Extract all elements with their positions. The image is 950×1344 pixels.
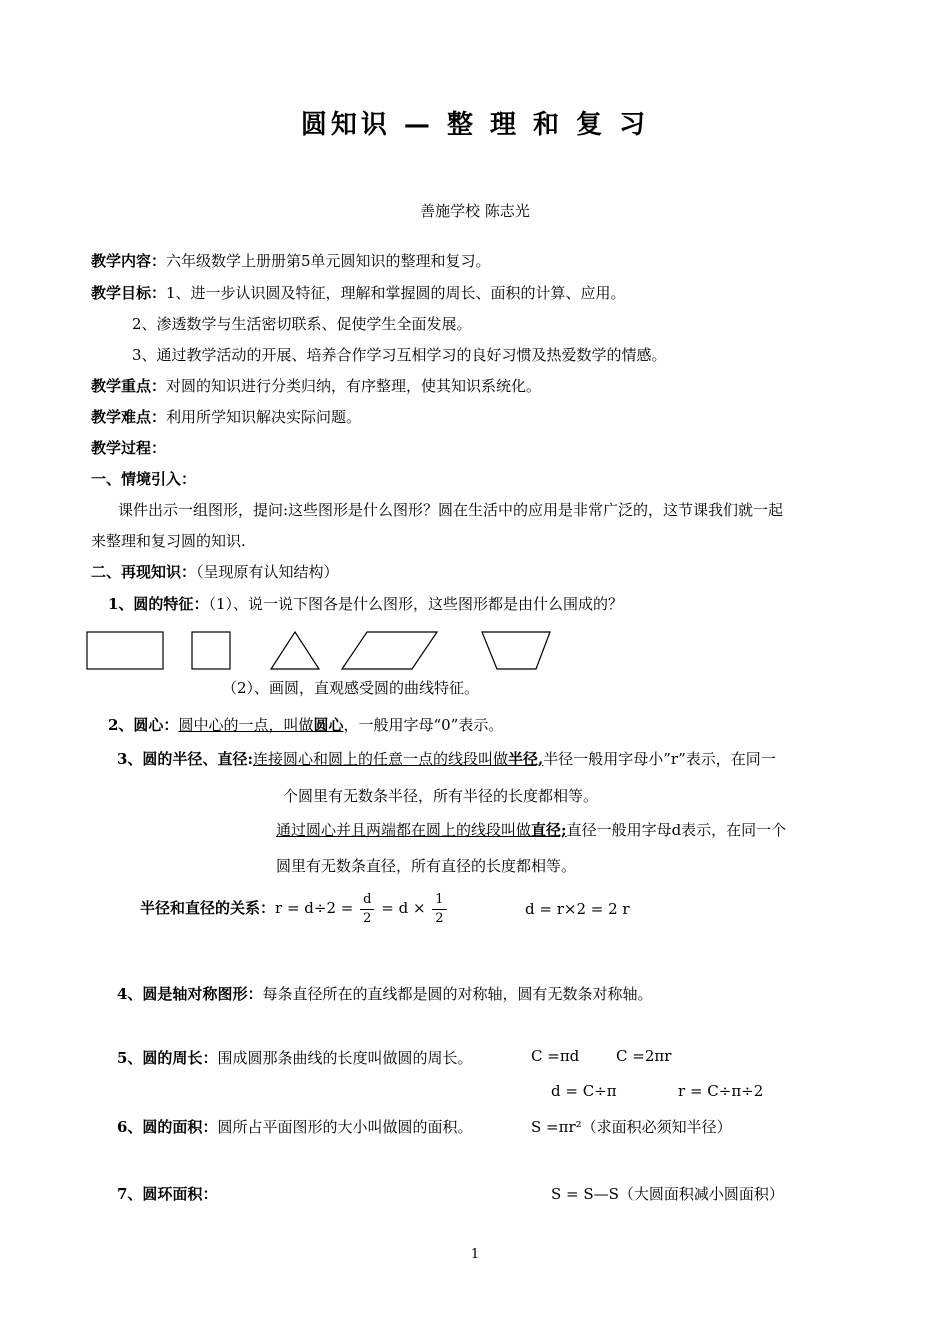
item5-label: 5、圆的周长： xyxy=(117,1049,218,1067)
fraction-denominator: 2 xyxy=(363,910,372,926)
radius-formula: r = C÷π÷2 xyxy=(678,1082,764,1100)
item3-term: 半径, xyxy=(508,750,544,768)
page-title: 圆知识 — 整 理 和 复 习 xyxy=(300,110,650,140)
item1-text: （1）、说一说下图各是什么图形，这些图形都是由什么围成的？ xyxy=(208,595,623,613)
diameter-formula: d = C÷π xyxy=(551,1082,617,1100)
difficulty-label: 教学难点： xyxy=(91,408,167,426)
fraction-d-over-2 xyxy=(360,891,374,928)
fraction-numerator: d xyxy=(360,891,374,910)
section1-line: 来整理和复习圆的知识. xyxy=(91,532,246,550)
circumference-formula: C =πd xyxy=(531,1047,580,1065)
item2-label: 2、圆心： xyxy=(108,716,179,734)
parallelogram-shape xyxy=(342,632,437,669)
item3-underlined: 通过圆心并且两端都在圆上的线段叫做 xyxy=(276,821,532,839)
triangle-shape xyxy=(271,632,319,669)
item5-row xyxy=(117,1047,472,1068)
item3-underlined: 连接圆心和圆上的任意一点的线段叫做 xyxy=(252,750,508,768)
item3-term: 直径; xyxy=(531,821,567,839)
trapezoid-shape xyxy=(482,632,550,669)
item4-row xyxy=(117,983,652,1004)
relation-row xyxy=(140,888,449,934)
item2-underlined: 圆中心的一点，叫做 xyxy=(178,716,314,734)
item1-sub2: （2）、画圆，直观感受圆的曲线特征。 xyxy=(222,679,480,697)
square-shape xyxy=(192,632,230,669)
rectangle-shape xyxy=(87,632,163,669)
area-formula: S =πr²（求面积必须知半径） xyxy=(531,1118,732,1136)
item3-row2 xyxy=(276,819,786,840)
relation-formula: r = d÷2 = xyxy=(275,899,354,917)
item3-label: 3、圆的半径、直径: xyxy=(117,750,253,768)
item7-label: 7、圆环面积： xyxy=(117,1185,218,1203)
item6-row xyxy=(117,1116,472,1137)
content-text: 六年级数学上册册第5单元圆知识的整理和复习。 xyxy=(166,252,491,270)
relation-formula-2: d = r×2 = 2 r xyxy=(525,900,630,918)
difficulty-text: 利用所学知识解决实际问题。 xyxy=(166,408,362,426)
item6-text: 圆所占平面图形的大小叫做圆的面积。 xyxy=(217,1118,473,1136)
item3-line: 圆里有无数条直径，所有直径的长度都相等。 xyxy=(276,857,577,875)
item2-text: ，一般用字母“0”表示。 xyxy=(343,716,504,734)
item1-label: 1、圆的特征： xyxy=(108,595,209,613)
item3-text: 直径一般用字母d表示，在同一个 xyxy=(566,821,787,839)
item3-text: 半径一般用字母小”r”表示，在同一 xyxy=(543,750,776,768)
goal-item: 2、渗透数学与生活密切联系、促使学生全面发展。 xyxy=(132,315,472,333)
item3-row xyxy=(117,748,776,769)
item2-term: 圆心 xyxy=(313,716,344,734)
annulus-formula: S = S—S（大圆面积减小圆面积） xyxy=(551,1185,784,1203)
fraction-1-over-2 xyxy=(432,891,446,928)
item5-text: 围成圆那条曲线的长度叫做圆的周长。 xyxy=(217,1049,473,1067)
fraction-denominator: 2 xyxy=(435,910,444,926)
page-number: 1 xyxy=(470,1247,480,1262)
key-point-label: 教学重点： xyxy=(91,377,167,395)
fraction-numerator: 1 xyxy=(432,891,446,910)
goal-item: 3、通过教学活动的开展、培养合作学习互相学习的良好习惯及热爱数学的情感。 xyxy=(132,346,667,364)
author-line: 善施学校 陈志光 xyxy=(420,202,530,220)
section2-heading: 二、再现知识： xyxy=(91,563,197,581)
item3-line: 个圆里有无数条半径，所有半径的长度都相等。 xyxy=(283,787,599,805)
key-point-text: 对圆的知识进行分类归纳，有序整理，使其知识系统化。 xyxy=(166,377,542,395)
section1-heading: 一、情境引入： xyxy=(91,470,197,488)
goal-item: 1、进一步认识圆及特征，理解和掌握圆的周长、面积的计算、应用。 xyxy=(166,284,626,302)
relation-formula: = d × xyxy=(381,899,426,917)
goals-label: 教学目标： xyxy=(91,284,167,302)
process-label: 教学过程： xyxy=(91,439,167,457)
section2-note: （呈现原有认知结构） xyxy=(196,563,339,581)
content-label: 教学内容： xyxy=(91,252,167,270)
item2-row xyxy=(108,714,503,735)
relation-label: 半径和直径的关系： xyxy=(140,899,276,917)
item4-text: 每条直径所在的直线都是圆的对称轴，圆有无数条对称轴。 xyxy=(262,985,653,1003)
item6-label: 6、圆的面积： xyxy=(117,1118,218,1136)
circumference-formula: C =2πr xyxy=(616,1047,672,1065)
item4-label: 4、圆是轴对称图形： xyxy=(117,985,263,1003)
section1-line: 课件出示一组图形，提问:这些图形是什么图形？圆在生活中的应用是非常广泛的，这节课我们就一起 xyxy=(118,501,784,519)
